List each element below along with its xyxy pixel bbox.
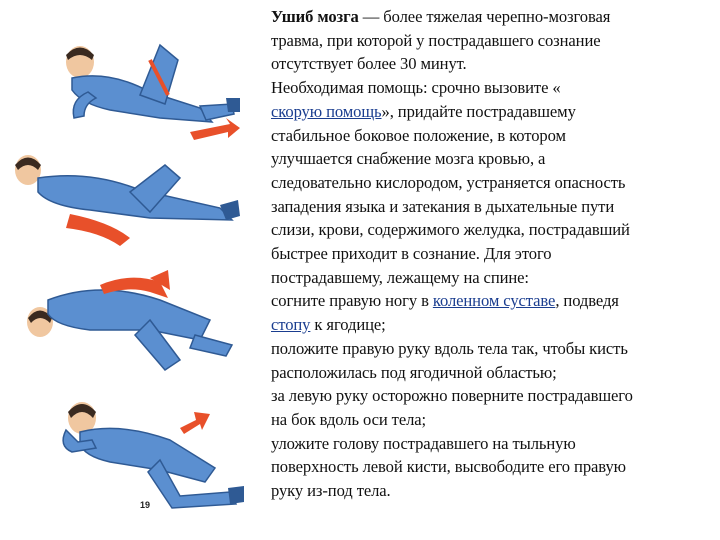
text-fragment: к ягодице; (310, 315, 386, 335)
text-line: за левую руку осторожно поверните пострадавшего (271, 386, 633, 406)
text-line: руку из-под тела. (271, 481, 391, 501)
ambulance-link[interactable]: скорую помощь (271, 101, 382, 121)
text-line: улучшается снабжение мозга кровью, а (271, 149, 546, 169)
figure-step-4 (63, 402, 244, 510)
recovery-position-illustration (0, 0, 262, 540)
page-number: 19 (140, 500, 151, 510)
figure-step-2 (15, 155, 240, 246)
text-line: на бок вдоль оси тела; (271, 409, 427, 429)
term-heading: Ушиб мозга (271, 7, 359, 26)
text-line: поверхность левой кисти, высвободите его правую (271, 457, 626, 477)
leg-3b (190, 335, 232, 356)
figure-step-3 (27, 270, 232, 370)
text-line: быстрее приходит в сознание. Для этого (271, 244, 552, 264)
knee-joint-link[interactable]: коленном суставе (432, 291, 556, 311)
shoe-1 (226, 98, 240, 112)
text-fragment: », придайте пострадавшему (381, 101, 576, 121)
text-line: травма, при которой у пострадавшего сознание (271, 30, 601, 50)
text-line (271, 100, 717, 124)
text-line (271, 5, 717, 29)
shoe-4 (228, 486, 244, 504)
arrow-step-4 (180, 412, 210, 434)
text-line: уложите голову пострадавшего на тыльную (271, 433, 576, 453)
text-fragment: , подведя (555, 291, 619, 311)
text-line (271, 313, 717, 337)
torso-3 (48, 290, 210, 340)
text-line: отсутствует более 30 минут. (271, 54, 467, 74)
foot-link[interactable]: стопу (271, 315, 311, 335)
text-line: Необходимая помощь: срочно вызовите « (271, 78, 561, 98)
article-text (271, 5, 717, 503)
arrow-step-2 (66, 214, 130, 246)
text-line: положите правую руку вдоль тела так, чтобы кисть (271, 338, 628, 358)
text-line (271, 289, 717, 313)
text-line: следовательно кислородом, устраняется опасность (271, 172, 626, 192)
text-line: западения языка и затекания в дыхательные пути (271, 196, 615, 216)
text-fragment: согните правую ногу в (271, 291, 433, 311)
text-line: слизи, крови, содержимого желудка, пострадавший (271, 220, 630, 240)
text-line: расположилась под ягодичной областью; (271, 362, 557, 382)
text-fragment: — более тяжелая черепно-мозговая (358, 7, 611, 26)
torso-4 (80, 428, 215, 482)
text-line: пострадавшему, лежащему на спине: (271, 267, 529, 287)
figure-step-1 (66, 45, 240, 140)
text-line: стабильное боковое положение, в котором (271, 125, 566, 145)
